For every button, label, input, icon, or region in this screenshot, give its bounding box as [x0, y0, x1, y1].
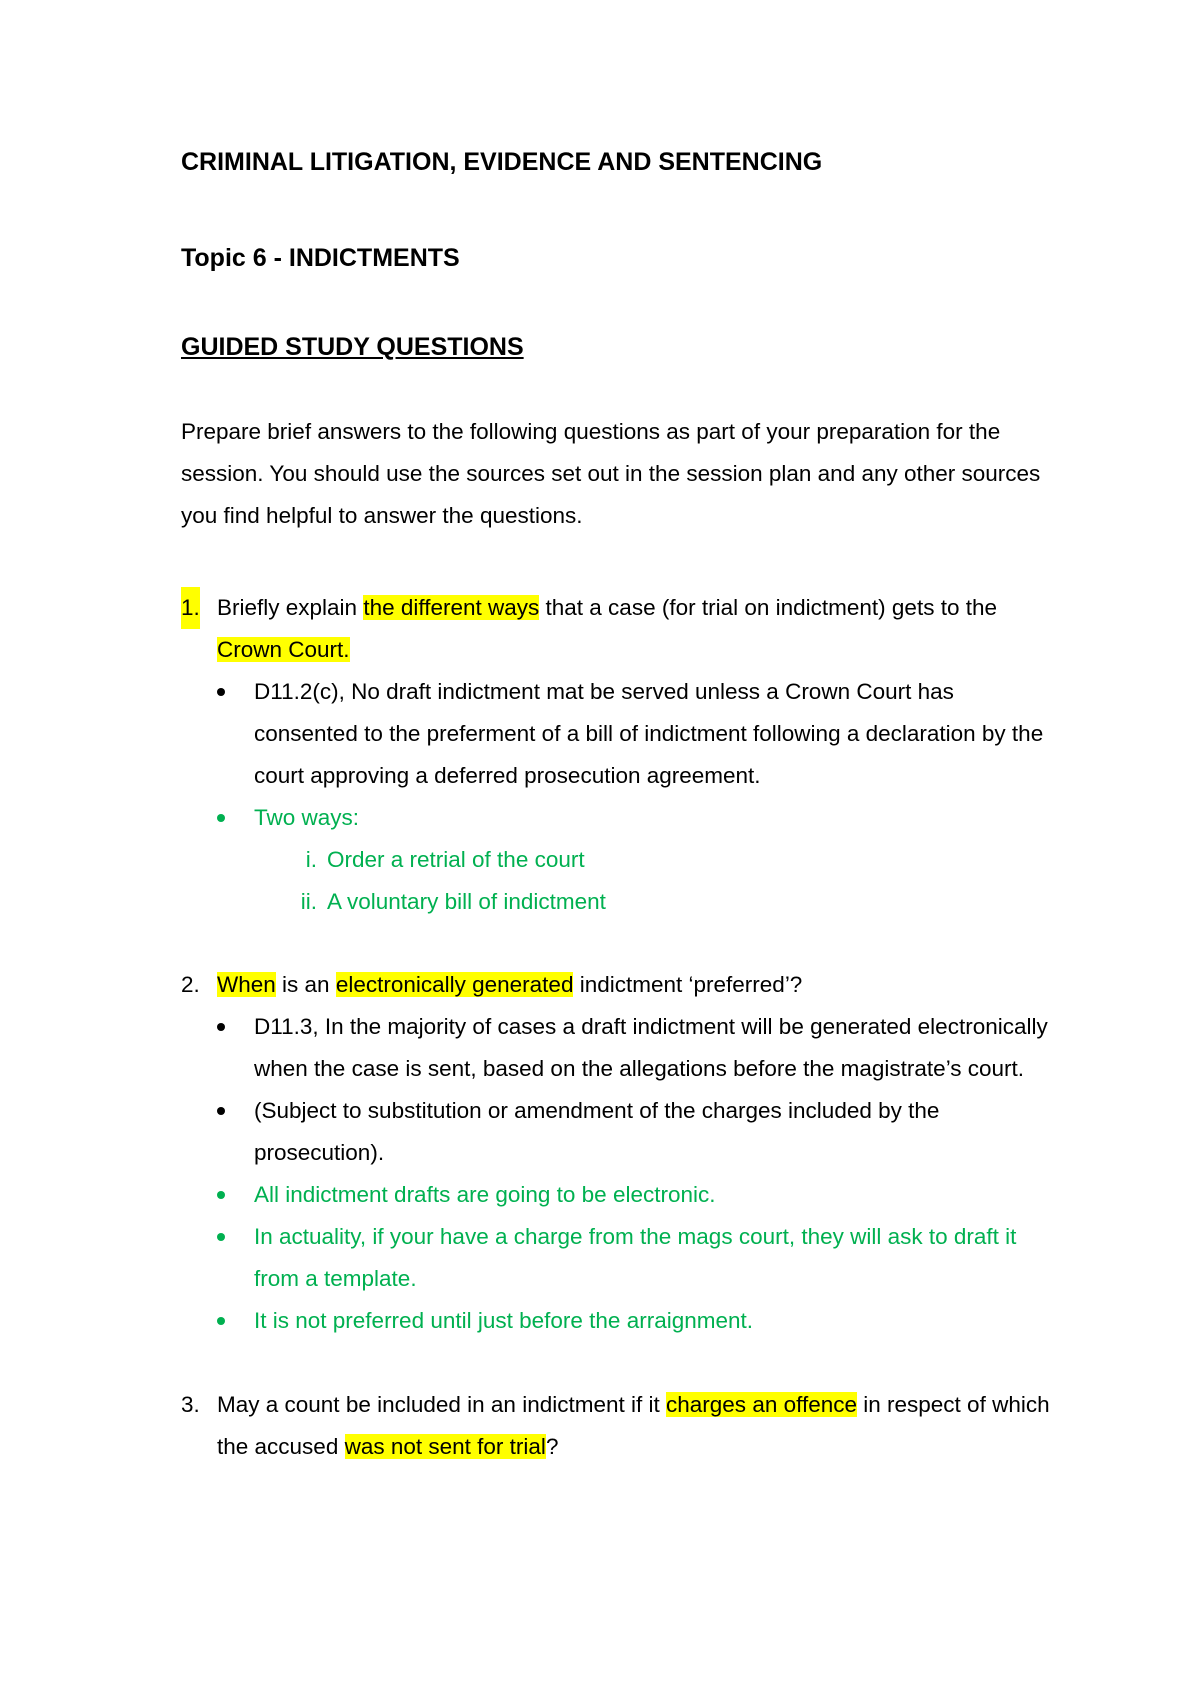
question-text: May a count be included in an indictment if it	[217, 1392, 667, 1417]
question-number: 2.	[181, 972, 200, 997]
question-3	[181, 1384, 1061, 1468]
question-text: is an	[275, 972, 336, 997]
bullet-icon	[217, 814, 225, 822]
question-text: in respect of which the accused	[217, 1392, 1050, 1459]
roman-numeral: ii.	[300, 889, 317, 914]
answer-list-2	[181, 1006, 1061, 1342]
highlighted-phrase: the different ways	[363, 595, 540, 620]
topic-heading: Topic 6 - INDICTMENTS	[181, 244, 460, 272]
sub-item-text: A voluntary bill of indictment	[327, 889, 606, 914]
answer-bullet-comment	[254, 1174, 1061, 1216]
bullet-icon	[217, 1023, 225, 1031]
sub-list-item	[305, 839, 1061, 881]
document-title: CRIMINAL LITIGATION, EVIDENCE AND SENTENCING	[181, 148, 823, 176]
document-body	[181, 140, 1061, 1468]
sub-list-item	[300, 881, 1061, 923]
bullet-icon	[217, 1233, 225, 1241]
question-text: Briefly explain	[217, 595, 364, 620]
answer-text: (Subject to substitution or amendment of the charges included by the prosecution).	[254, 1098, 940, 1165]
bullet-icon	[217, 1317, 225, 1325]
highlighted-phrase: electronically generated	[335, 972, 574, 997]
bullet-icon	[217, 1107, 225, 1115]
question-text: indictment ‘preferred’?	[573, 972, 803, 997]
highlighted-phrase: was not sent for trial	[344, 1434, 546, 1459]
answer-bullet	[254, 1006, 1061, 1090]
answer-text: All indictment drafts are going to be electronic.	[254, 1182, 716, 1207]
question-number: 3.	[181, 1392, 200, 1417]
sub-list	[254, 839, 1061, 923]
answer-text: In actuality, if your have a charge from the mags court, they will ask to draft it from a template.	[254, 1224, 1017, 1291]
answer-text: D11.3, In the majority of cases a draft indictment will be generated electronically when the case is sent, based on the allegations before the magistrate’s court.	[254, 1014, 1048, 1081]
roman-numeral: i.	[305, 847, 317, 872]
question-number: 1.	[181, 587, 200, 629]
intro-paragraph: Prepare brief answers to the following questions as part of your preparation for the session. You should use the sources set out in the session plan and any other sources you find helpful to answer the questions.	[181, 419, 1041, 528]
bullet-icon	[217, 688, 225, 696]
section-heading: GUIDED STUDY QUESTIONS	[181, 333, 524, 361]
answer-text: It is not preferred until just before the arraignment.	[254, 1308, 754, 1333]
question-text: ?	[545, 1434, 559, 1459]
question-1	[181, 587, 1061, 671]
answer-text: Two ways:	[254, 805, 360, 830]
question-2	[181, 964, 1061, 1006]
answer-bullet-comment	[254, 797, 1061, 923]
highlighted-phrase: Crown Court.	[217, 637, 350, 662]
highlighted-phrase: When	[217, 972, 276, 997]
sub-item-text: Order a retrial of the court	[327, 847, 585, 872]
answer-bullet	[254, 1090, 1061, 1174]
answer-bullet-comment	[254, 1216, 1061, 1300]
answer-list-1	[181, 671, 1061, 923]
question-text: that a case (for trial on indictment) gets to the	[539, 595, 997, 620]
answer-bullet	[254, 671, 1061, 797]
bullet-icon	[217, 1191, 225, 1199]
highlighted-phrase: charges an offence	[666, 1392, 857, 1417]
answer-text: D11.2(c), No draft indictment mat be served unless a Crown Court has consented to the preferment of a bill of indictment following a declaration by the court approving a deferred prosecution agreement.	[254, 679, 1044, 788]
answer-bullet-comment	[254, 1300, 1061, 1342]
